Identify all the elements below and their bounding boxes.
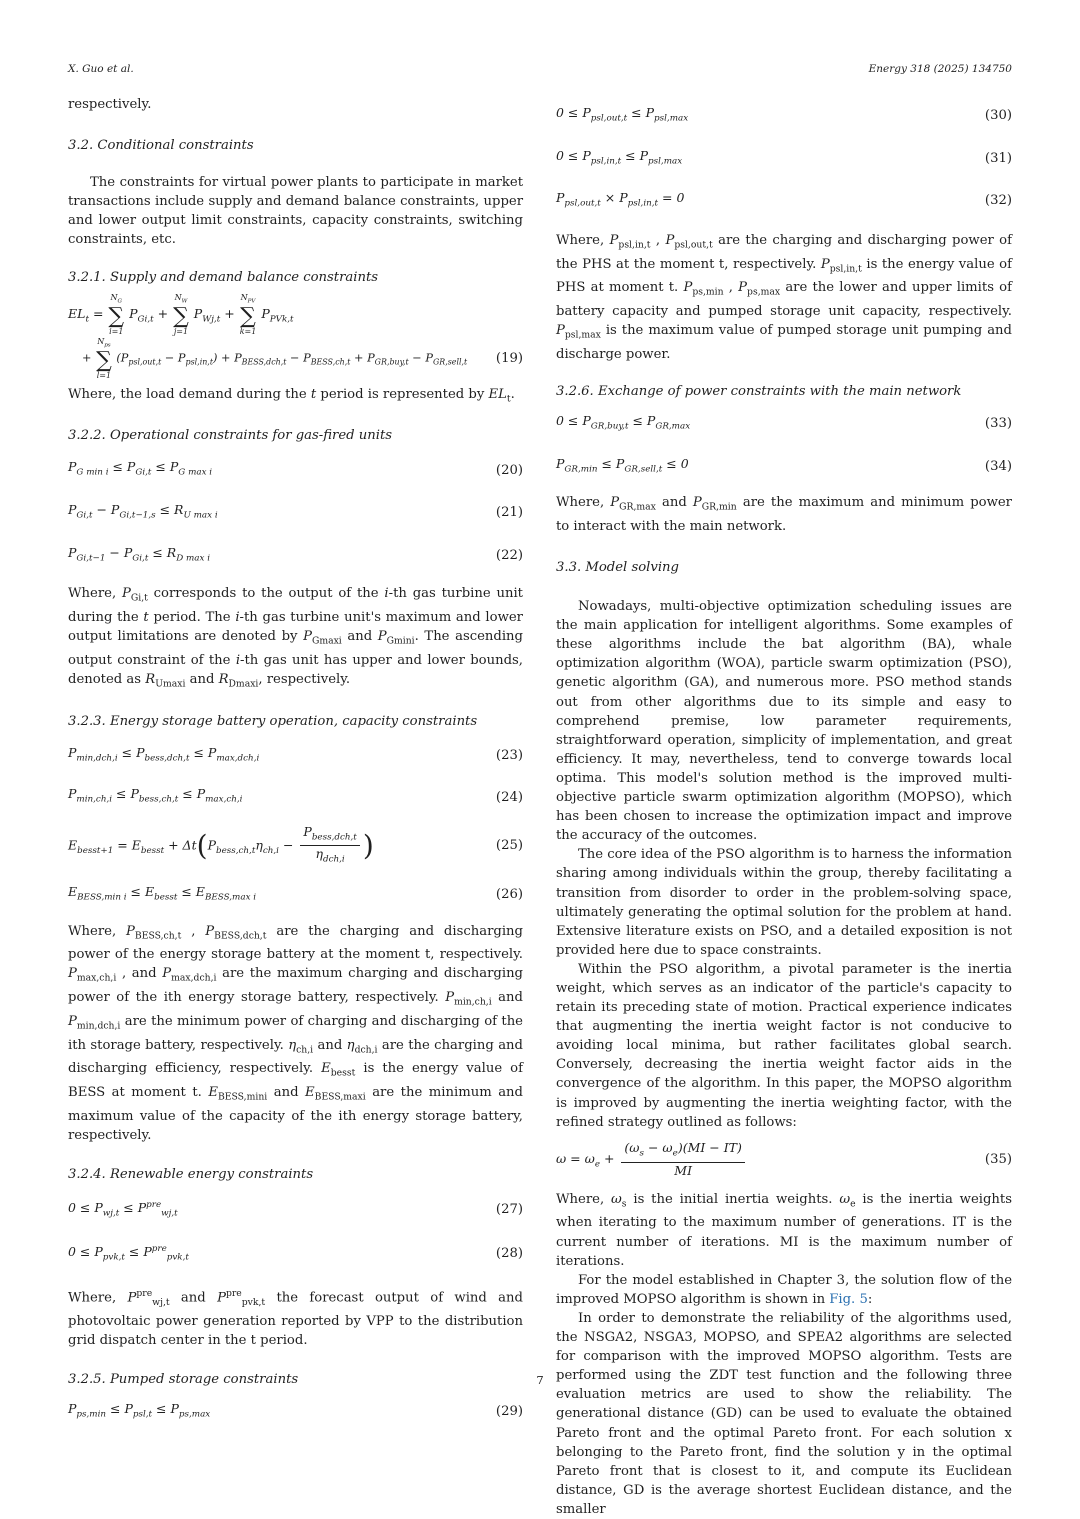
equation-number-34: (34) [984,458,1012,474]
equation-33: $0 \le P_{GR,buy,t} \le P_{GR,max}$ (33) [556,413,1012,432]
equation-number-27: (27) [495,1202,523,1218]
left-column [68,95,523,1425]
equation-23: $P_{min,dch,i} \le P_{bess,dch,t} \le P_{max,dch,i}$ (23) [68,744,523,764]
equation-24: $P_{min,ch,i} \le P_{bess,ch,t} \le P_{max,ch,i}$ (24) [68,786,523,805]
equation-31: $0 \le P_{psl,in,t} \le P_{psl,max}$ (31) [556,147,1012,167]
equation-number-29: (29) [495,1404,523,1420]
running-header-journal: Energy 318 (2025) 134750 [868,63,1012,75]
equation-28: $0 \le P_{pvk,t} \le P^{pre}_{pvk,t}$ (28) [68,1243,523,1263]
paragraph-3-2-4: Where, $P^{pre}_{wj,t}$ and $P^{pre}_{pvk,t}$ the forecast output of wind and photovoltaic power generation reported by VPP to the distribution grid dispatch center in the t period. [68,1287,523,1348]
paragraph-3-3-e: For the model established in Chapter 3, the solution flow of the improved MOPSO algorithm is shown in Fig. 5: [556,1272,1012,1307]
subsection-heading-3-2-6: 3.2.6. Exchange of power constraints with the main network [556,383,962,399]
paragraph-eq19-where: Where, the load demand during the t period is represented by $EL_t$. [68,386,515,405]
paragraph-3-2-2: Where, $P_{Gi,t}$ corresponds to the output of the i-th gas turbine unit during the t period. The i-th gas turbine unit's maximum and lower output limitations are denoted by $P_{Gmaxi}$ and $P_{Gmini}$. The ascending output constraint of the i-th gas unit has upper and lower bounds, denoted as $R_{Umaxi}$ and $R_{Dmaxi}$, respectively. [68,586,523,690]
equation-number-33: (33) [984,416,1012,432]
equation-19-line-2: + $N_{ps}$ ∑ l=1 $(P_{psl,out,t} - P_{psl,in,t}) + P_{BESS,dch,t} - P_{BESS,ch,t} + P_{GR,buy,t} - P_{GR,sell,t}$ (19) [82,337,523,380]
equation-21: $P_{Gi,t} - P_{Gi,t-1,s} \le R_{U max i}$ (21) [68,502,523,521]
equation-number-28: (28) [495,1246,523,1262]
equation-number-25: (25) [495,838,523,854]
equation-number-21: (21) [495,505,523,521]
subsection-heading-3-2-2: 3.2.2. Operational constraints for gas-fired units [68,428,393,444]
figure-5-link[interactable]: Fig. 5 [829,1291,868,1307]
subsection-heading-3-2-5: 3.2.5. Pumped storage constraints [68,1371,299,1387]
equation-number-19: (19) [495,351,523,367]
equation-27: $0 \le P_{wj,t} \le P^{pre}_{wj,t}$ (27) [68,1200,523,1219]
running-header-authors: X. Guo et al. [68,63,134,75]
subsection-heading-3-2-4: 3.2.4. Renewable energy constraints [68,1166,314,1182]
equation-number-35: (35) [984,1152,1012,1168]
equation-25: $E_{besst+1} = E_{besst} + \Delta t(P_{bess,ch,t}\eta_{ch,i}$ − $\frac{P_{bess,dch,t}}{\eta_{dch,i}}$ ) (25) [68,823,523,865]
equation-number-24: (24) [495,789,523,805]
equation-20: $P_{G min i} \le P_{Gi,t} \le P_{G max i}$ (20) [68,459,523,478]
subsection-heading-3-2-3: 3.2.3. Energy storage battery operation, capacity constraints [68,713,478,729]
paragraph-3-2: The constraints for virtual power plants to participate in market transactions include supply and demand balance constraints, upper and lower output limit constraints, capacity constraints, switching constraints, etc. [68,175,523,248]
paragraph-3-3-c: Within the PSO algorithm, a pivotal parameter is the inertia weight, which serves as an indicator of the particle's capacity to retain its preceding state of motion. Practical experience indicates that augmenting the inertia weight factor is not conducive to avoiding local minima, but rather facilitates global search. Conversely, decreasing the inertia weight factor aids in the convergence of the algorithm. In this paper, the MOPSO algorithm is improved by augmenting the inertia weighting factor, with the refined strategy outlined as follows: [556,961,1012,1130]
section-heading-3-3: 3.3. Model solving [556,560,679,576]
paragraph-3-3-d: Where, $\omega_s$ is the initial inertia weights. $\omega_e$ is the inertia weights when iterating to the maximum number of generations. IT is the current number of iterations. MI is the maximum number of iterations. [556,1191,1012,1269]
paragraph-3-3-b: The core idea of the PSO algorithm is to harness the information sharing among individuals within the group, thereby facilitating a transition from disorder to order in the problem-solving space, ultimately generating the optimal solution for the problem at hand. Extensive literature exists on PSO, and a detailed exposition is not provided here due to space constraints. [556,847,1012,958]
equation-29: $P_{ps,min} \le P_{psl,t} \le P_{ps,max}$ (29) [68,1400,523,1420]
equation-22: $P_{Gi,t-1} - P_{Gi,t} \le R_{D max i}$ (22) [68,544,523,564]
equation-number-32: (32) [984,193,1012,209]
page-number: 7 [536,1373,544,1387]
equation-26: $E_{BESS,min i} \le E_{besst} \le E_{BESS,max i}$ (26) [68,883,523,903]
equation-number-20: (20) [495,462,523,478]
paragraph-respectively: respectively. [68,97,152,112]
equation-number-30: (30) [984,108,1012,124]
paragraph-3-3-f: In order to demonstrate the reliability of the algorithms used, the NSGA2, NSGA3, MOPSO, and SPEA2 algorithms are selected for comparison with the improved MOPSO algorithm. Tests are performed using the ZDT test function and the following three evaluation metrics are used to show the reliability. The generational distance (GD) can be used to evaluate the obtained Pareto front and the optimal Pareto front. For each solution x belonging to the Pareto front, find the solution y in the optimal Pareto front that is closest to it, and compute its Euclidean distance, GD is the average shortest Euclidean distance, and the smaller [556,1310,1012,1517]
equation-number-23: (23) [495,748,523,763]
equation-number-26: (26) [495,887,523,903]
paragraph-3-2-3: Where, $P_{BESS,ch,t}$ , $P_{BESS,dch,t}$ are the charging and discharging power of the energy storage battery at the moment t, respectively. $P_{max,ch,i}$ , and $P_{max,dch,i}$ are the maximum charging and discharging power of the ith energy storage battery, respectively. $P_{min,ch,i}$ and $P_{min,dch,i}$ are the minimum power of charging and discharging of the ith storage battery, respectively. $\eta_{ch,i}$ and $\eta_{dch,i}$ are the charging and discharging efficiency, respectively. $E_{besst}$ is the energy value of BESS at moment t. $E_{BESS,mini}$ and $E_{BESS,maxi}$ are the minimum and maximum value of the capacity of the ith energy storage battery, respectively. [68,923,523,1143]
right-column [556,95,1012,1519]
equation-19-line-1: $EL_t$ = $N_G$ ∑ i=1 $P_{Gi,t}$ + $N_W$ ∑ j=1 $P_{Wj,t}$ + $N_{PV}$ ∑ k=1 $P_{PVk,t}$ [68,293,294,336]
equation-34: $P_{GR,min} \le P_{GR,sell,t} \le 0$ (34) [556,455,1012,475]
equation-number-31: (31) [984,150,1012,166]
equation-35: $\omega = \omega_e$ + $\frac{(\omega_s - \omega_e)(MI - IT)}{MI}$ (35) [556,1140,1012,1178]
equation-number-22: (22) [495,547,523,563]
subsection-heading-3-2-1: 3.2.1. Supply and demand balance constraints [68,269,379,285]
section-heading-3-2: 3.2. Conditional constraints [68,138,254,154]
paragraph-3-2-5: Where, $P_{psl,in,t}$ , $P_{psl,out,t}$ are the charging and discharging power of the PHS at the moment t, respectively. $P_{psl,in,t}$ is the energy value of PHS at moment t. $P_{ps,min}$ , $P_{ps,max}$ are the lower and upper limits of battery capacity and pumped storage unit capacity, respectively. $P_{psl,max}$ is the maximum value of pumped storage unit pumping and discharge power. [556,232,1012,362]
paragraph-3-2-6: Where, $P_{GR,max}$ and $P_{GR,min}$ are the maximum and minimum power to interact with the main network. [556,495,1012,534]
equation-30: $0 \le P_{psl,out,t} \le P_{psl,max}$ (30) [556,105,1012,124]
paragraph-3-3-a: Nowadays, multi-objective optimization scheduling issues are the main application for intelligent algorithms. Some examples of these algorithms include the bat algorithm (BA), whale optimization algorithm (WOA), particle swarm optimization (PSO), genetic algorithm (GA), and numerous more. PSO method stands out from other algorithms due to its simple and easy to comprehend premise, low parameter requirements, straightforward operation, simplicity of implementation, and great efficiency. It may, nevertheless, tend to converge towards local optima. This model's solution method is the improved multi-objective particle swarm optimization algorithm (MOPSO), which has been chosen to increase the optimization impact and improve the accuracy of the outcomes. [556,599,1012,844]
equation-32: $P_{psl,out,t} \times P_{psl,in,t} = 0$ (32) [556,190,1012,209]
